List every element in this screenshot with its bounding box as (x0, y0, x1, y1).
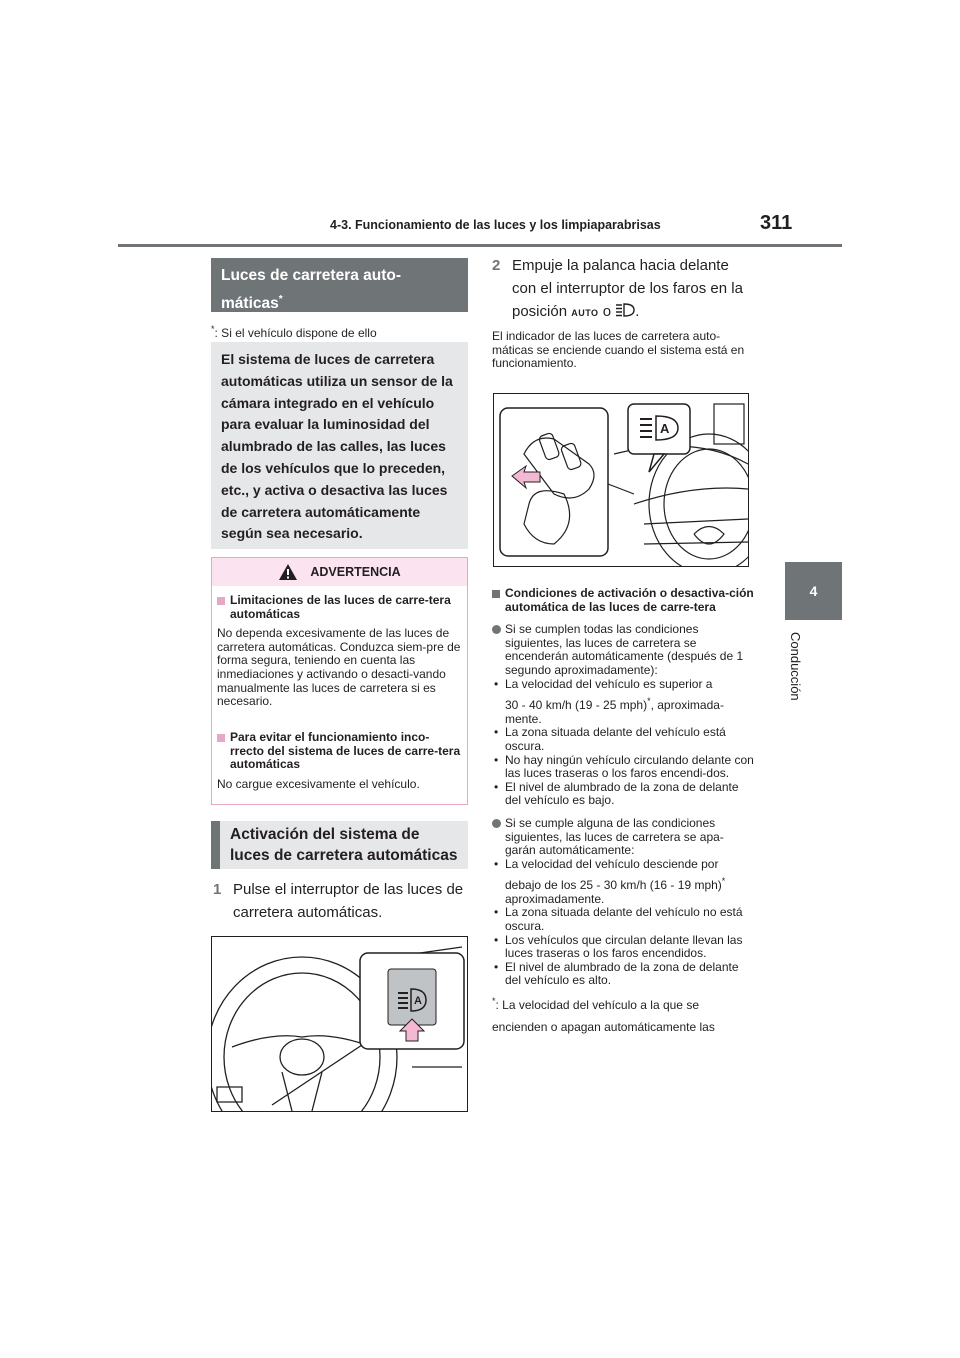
turn-on-item-2: • La zona situada delante del vehículo está oscura. (492, 726, 754, 753)
turn-on-asterisk: * (647, 696, 651, 707)
warning-item-1 (217, 594, 462, 709)
turn-off-asterisk: * (721, 876, 726, 887)
step-1-text: Pulse el interruptor de las luces de carretera automáticas. (233, 881, 464, 921)
svg-text:A: A (414, 995, 422, 1007)
turn-on-item-3: • No hay ningún vehículo circulando delante con las luces traseras o los faros encendi-dos. (492, 754, 754, 781)
availability-footnote (211, 324, 377, 340)
warning-header (212, 558, 467, 586)
step-2-number: 2 (492, 257, 501, 274)
warning-item-1-title: Limitaciones de las luces de carre-tera automáticas (217, 594, 462, 621)
chapter-tab: 4 (785, 562, 842, 620)
step-2-end: . (635, 303, 640, 320)
turn-off-item-1-text: • La velocidad del vehículo desciende por (505, 856, 719, 871)
banner-title-line2-wrap (221, 288, 458, 316)
step-2-note: El indicador de las luces de carretera auto-máticas se enciende cuando el sistema está en funcionamiento. (492, 329, 745, 371)
speed-footnote-text: : La velocidad del vehículo a la que se encienden o apagan automáticamente las (492, 998, 715, 1035)
header-title: 4-3. Funcionamiento de las luces y los limpiaparabrisas (330, 218, 661, 232)
page-number: 311 (760, 212, 793, 234)
illustration-switch (211, 936, 468, 1112)
intro-box: El sistema de luces de carretera automáticas utiliza un sensor de la cámara integrado en el vehículo para evaluar la luminosidad del alumbrado de las calles, las luces de los vehículos que lo preceden, etc., y activa o desactiva las luces de carretera automáticamente según sea necesario. (211, 342, 468, 549)
turn-on-speed-tail: , aproximada-mente. (505, 698, 724, 726)
turn-on-item-4: • El nivel de alumbrado de la zona de delante del vehículo es bajo. (492, 781, 754, 808)
turn-off-item-4: • El nivel de alumbrado de la zona de delante del vehículo es alto. (492, 961, 754, 988)
turn-off-item-3: • Los vehículos que circulan delante llevan las luces traseras o los faros encendidos. (492, 934, 754, 961)
banner-asterisk: * (278, 294, 283, 305)
turn-off-item-1 (492, 858, 754, 907)
warning-triangle-icon (278, 563, 298, 581)
illustration-lever (493, 393, 749, 567)
turn-off-intro: Si se cumple alguna de las condiciones siguientes, las luces de carretera se apa-garán automáticamente: (492, 817, 754, 858)
chapter-label: Conducción (788, 632, 803, 701)
step-2-or: o (602, 303, 612, 320)
turn-on-item-1 (492, 678, 754, 727)
conditions-section (492, 587, 754, 1038)
speed-footnote (492, 994, 754, 1038)
section-banner-auto-high-beam (211, 258, 468, 312)
turn-off-speed: debajo de los 25 - 30 km/h (16 - 19 mph) (505, 878, 722, 893)
warning-title: ADVERTENCIA (310, 565, 401, 579)
turn-off-speed-tail: aproximadamente. (505, 891, 605, 906)
step-2 (492, 254, 752, 325)
turn-on-speed: 30 - 40 km/h (19 - 25 mph) (505, 698, 648, 713)
banner-title-line2: máticas (221, 295, 279, 313)
footnote-text: : Si el vehículo dispone de ello (214, 326, 377, 340)
step-2-text: Empuje la palanca hacia delante con el interruptor de los faros en la posición (512, 257, 743, 320)
turn-on-item-1-text: • La velocidad del vehículo es superior a (505, 676, 713, 691)
turn-on-speed-line (505, 695, 754, 726)
header-divider (118, 244, 842, 247)
speed-footnote-asterisk: * (492, 996, 496, 1007)
auto-position-icon: AUTO (571, 308, 599, 318)
step-1-number: 1 (213, 881, 222, 898)
headlight-lever-illustration (494, 394, 748, 566)
dashboard-switch-illustration (212, 937, 467, 1111)
svg-text:A: A (660, 421, 670, 436)
warning-item-2 (217, 731, 462, 791)
turn-off-item-2: • La zona situada delante del vehículo no está oscura. (492, 906, 754, 933)
conditions-title: Condiciones de activación o desactiva-ción automática de las luces de carre-tera (492, 587, 754, 614)
warning-box (211, 557, 468, 805)
turn-off-speed-line (505, 875, 754, 893)
footnote-asterisk: * (211, 324, 215, 334)
turn-on-intro: Si se cumplen todas las condiciones siguientes, las luces de carretera se encenderán automáticamente (después de 1 segundo aproximadamente): (492, 623, 754, 677)
step-1 (213, 878, 471, 924)
auto-high-beam-icon (615, 302, 635, 318)
warning-item-2-title: Para evitar el funcionamiento inco-rrecto del sistema de luces de carre-tera automáticas (217, 731, 462, 772)
banner-title-line1: Luces de carretera auto- (221, 267, 402, 284)
section-banner-activation: Activación del sistema de luces de carretera automáticas (211, 821, 468, 869)
warning-item-1-text: No dependa excesivamente de las luces de carretera automáticas. Conduzca siem-pre de forma segura, teniendo en cuenta las inmediaciones y activando o desacti-vando manualmente las luces de carretera si es necesario. (217, 626, 461, 709)
warning-item-2-text: No cargue excesivamente el vehículo. (217, 776, 420, 791)
